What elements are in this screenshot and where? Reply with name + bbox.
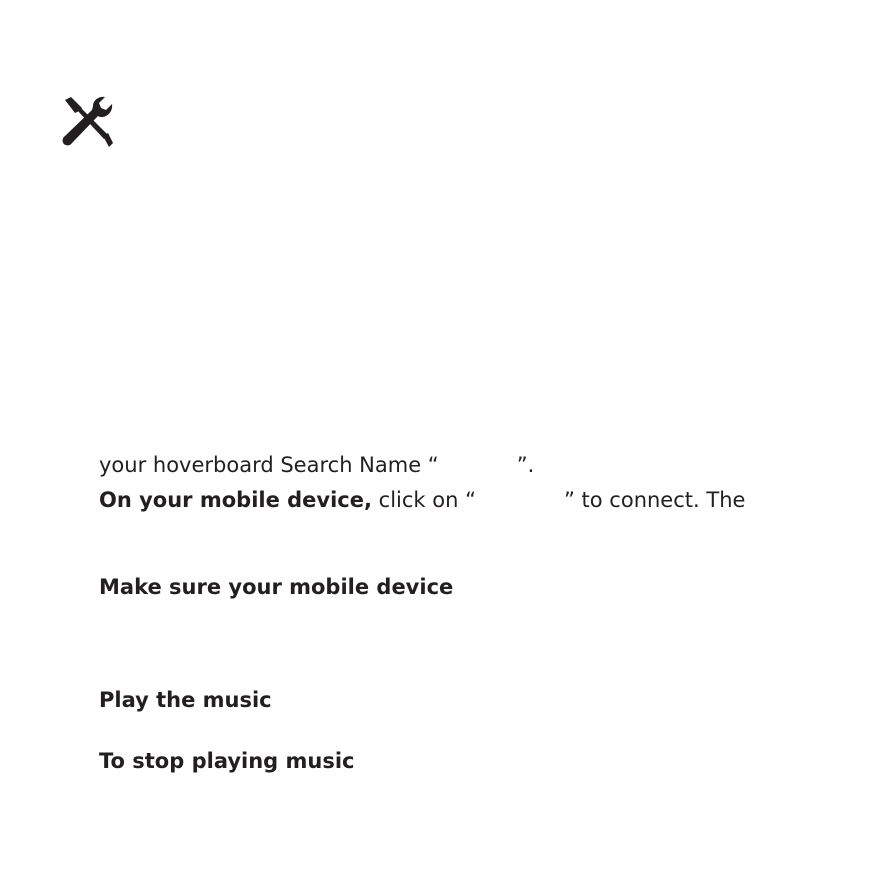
connect-suffix: ” to connect. The — [563, 488, 746, 512]
search-name-line — [99, 452, 534, 478]
stop-music-heading: To stop playing music — [99, 749, 355, 773]
make-sure-heading: Make sure your mobile device — [99, 575, 454, 599]
play-music-heading: Play the music — [99, 688, 272, 712]
search-name-suffix: ”. — [516, 453, 535, 477]
connect-middle: click on “ — [371, 488, 476, 512]
connect-bold-lead: On your mobile device, — [99, 488, 372, 512]
connect-line — [99, 487, 745, 513]
tools-icon — [62, 96, 115, 149]
search-name-prefix: your hoverboard Search Name “ — [99, 453, 439, 477]
